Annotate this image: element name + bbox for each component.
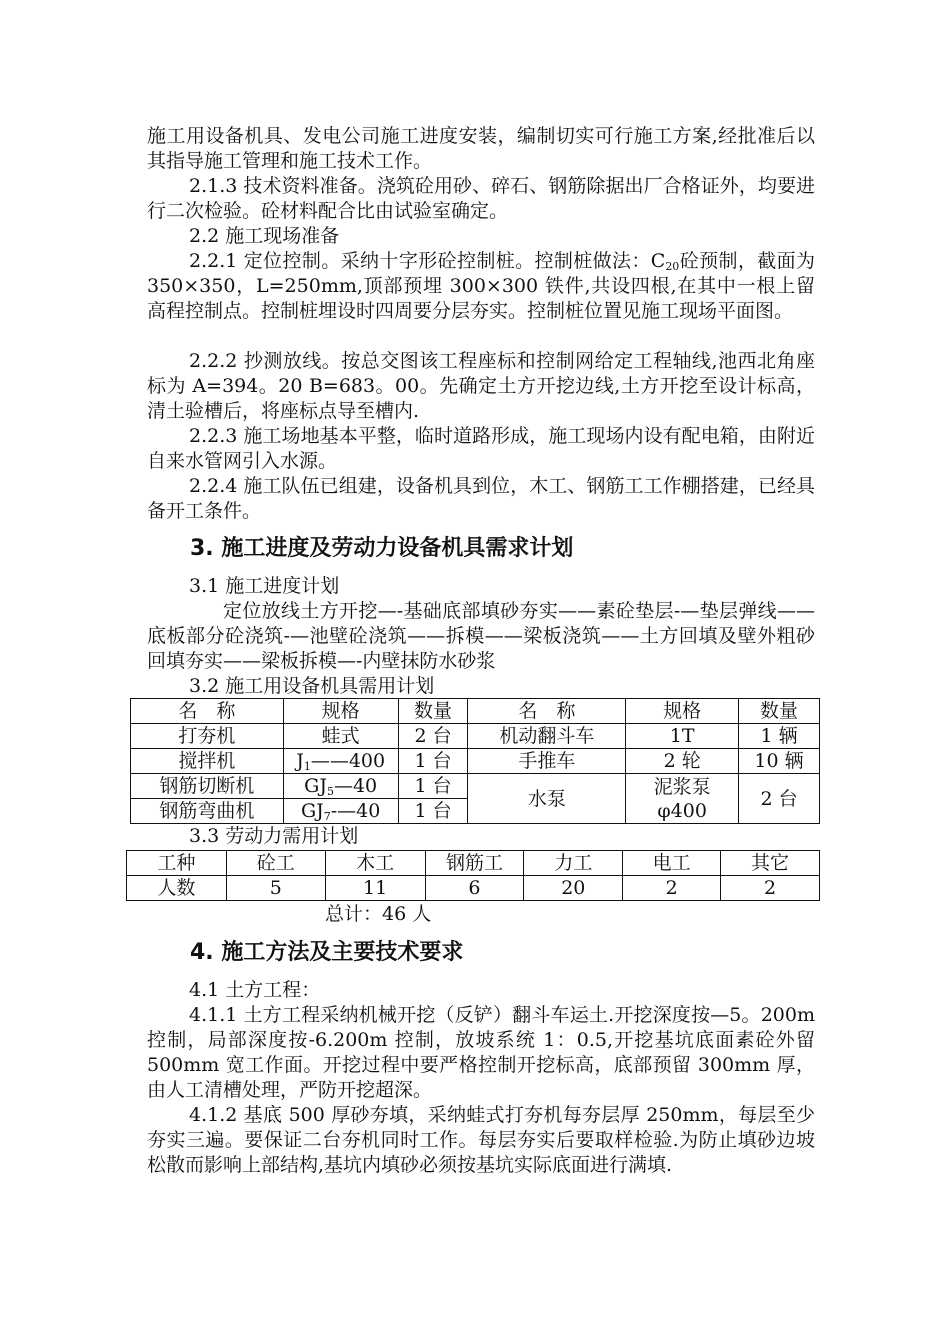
table-cell: 人数 (127, 876, 227, 901)
total-label: 总计：46 人 (325, 903, 432, 925)
table-cell: 钢筋工 (425, 851, 524, 876)
table-cell: 机动翻斗车 (468, 724, 626, 749)
table-header-row (131, 699, 820, 724)
table-row (131, 774, 820, 799)
header-spec: 规格 (626, 699, 739, 724)
table-cell: 蛙式 (283, 724, 398, 749)
table-cell: $J_1——400$ (283, 749, 398, 774)
table-cell: 1 台 (398, 774, 468, 799)
heading-4-1: 4.1 土方工程： (189, 979, 321, 1001)
table-cell: 电工 (623, 851, 721, 876)
paragraph-2-2-2: 2.2.2 抄测放线。按总交图该工程座标和控制网给定工程轴线,池西北角座标为 A=394。20 B=683。00。先确定土方开挖边线,土方开挖至设计标高，清土验槽后，将座标点导至槽内. (147, 350, 815, 422)
paragraph-2-2-1: 2.2.1 定位控制。采纳十字形砼控制桩。控制桩做法：$C_{20}$砼预制，截面为 350×350，L=250mm,顶部预埋 300×300 铁件,共设四根,在其中一根上留高程控制点。控制桩埋设时四周要分层夯实。控制桩位置见施工现场平面图。 (147, 250, 815, 322)
table-cell: 10 辆 (739, 749, 820, 774)
table-row (131, 724, 820, 749)
table-cell: 搅拌机 (131, 749, 284, 774)
table-cell: 2 (721, 876, 820, 901)
table-cell: $GJ_5—40$ (283, 774, 398, 799)
table-header-row (127, 851, 820, 876)
heading-3-2: 3.2 施工用设备机具需用计划 (189, 675, 435, 697)
table-row (131, 749, 820, 774)
table-cell: 5 (226, 876, 325, 901)
header-spec: 规格 (283, 699, 398, 724)
table-cell: 11 (325, 876, 425, 901)
header-qty: 数量 (398, 699, 468, 724)
table-cell: 1 台 (398, 749, 468, 774)
table-cell: 钢筋弯曲机 (131, 799, 284, 824)
table-cell: 1 辆 (739, 724, 820, 749)
table-cell: 20 (524, 876, 623, 901)
table-cell: 木工 (325, 851, 425, 876)
paragraph-2-2-3: 2.2.3 施工场地基本平整，临时道路形成，施工现场内设有配电箱，由附近自来水管网引入水源。 (147, 425, 815, 472)
heading-2-2: 2.2 施工现场准备 (189, 225, 340, 247)
table-cell: 1 台 (398, 799, 468, 824)
header-qty: 数量 (739, 699, 820, 724)
table-cell: 2 台 (398, 724, 468, 749)
table-cell: 2 台 (739, 774, 820, 824)
labor-table (126, 850, 820, 901)
table-cell: 工种 (127, 851, 227, 876)
heading-3-3: 3.3 劳动力需用计划 (189, 825, 359, 847)
paragraph-3-1: 定位放线土方开挖—-基础底部填砂夯实——素砼垫层-—垫层弹线——底板部分砼浇筑-—池壁砼浇筑——拆模——梁板浇筑——土方回填及壁外粗砂回填夯实——梁板拆模—-内壁抹防水砂浆 (147, 600, 815, 672)
table-cell: 6 (425, 876, 524, 901)
table-cell: 力工 (524, 851, 623, 876)
equipment-table (130, 698, 820, 824)
table-cell: $GJ_7-—40$ (283, 799, 398, 824)
table-cell: 1T (626, 724, 739, 749)
table-row (127, 876, 820, 901)
table-cell: 打夯机 (131, 724, 284, 749)
table-cell: 2 轮 (626, 749, 739, 774)
header-name: 名 称 (131, 699, 284, 724)
table-cell: 其它 (721, 851, 820, 876)
table-cell: 手推车 (468, 749, 626, 774)
paragraph-intro: 施工用设备机具、发电公司施工进度安装，编制切实可行施工方案,经批准后以其指导施工管理和施工技术工作。 (147, 125, 815, 172)
paragraph-2-1-3: 2.1.3 技术资料准备。浇筑砼用砂、碎石、钢筋除据出厂合格证外，均要进行二次检验。砼材料配合比由试验室确定。 (147, 175, 815, 222)
paragraph-2-2-4: 2.2.4 施工队伍已组建，设备机具到位，木工、钢筋工工作棚搭建，已经具备开工条件。 (147, 475, 815, 522)
paragraph-4-1-2: 4.1.2 基底 500 厚砂夯填，采纳蛙式打夯机每夯层厚 250mm，每层至少夯实三遍。要保证二台夯机同时工作。每层夯实后要取样检验.为防止填砂边坡松散而影响上部结构,基坑内填砂必须按基坑实际底面进行满填. (147, 1104, 815, 1176)
table-cell: 钢筋切断机 (131, 774, 284, 799)
paragraph-4-1-1: 4.1.1 土方工程采纳机械开挖（反铲）翻斗车运土.开挖深度按—5。200m 控制，局部深度按-6.200m 控制，放坡系统 1：0.5,开挖基坑底面素砼外留 500mm 宽工作面。开挖过程中要严格控制开挖标高，底部预留 300mm 厚，由人工清槽处理，严防开挖超深。 (147, 1004, 815, 1101)
section-4-heading: 4. 施工方法及主要技术要求 (190, 940, 464, 965)
table-cell: 泥浆泵 φ400 (626, 774, 739, 824)
table-cell: 2 (623, 876, 721, 901)
heading-3-1: 3.1 施工进度计划 (189, 575, 340, 597)
table-cell: 水泵 (468, 774, 626, 824)
section-3-heading: 3. 施工进度及劳动力设备机具需求计划 (190, 536, 574, 561)
table-cell: 砼工 (226, 851, 325, 876)
header-name: 名 称 (468, 699, 626, 724)
